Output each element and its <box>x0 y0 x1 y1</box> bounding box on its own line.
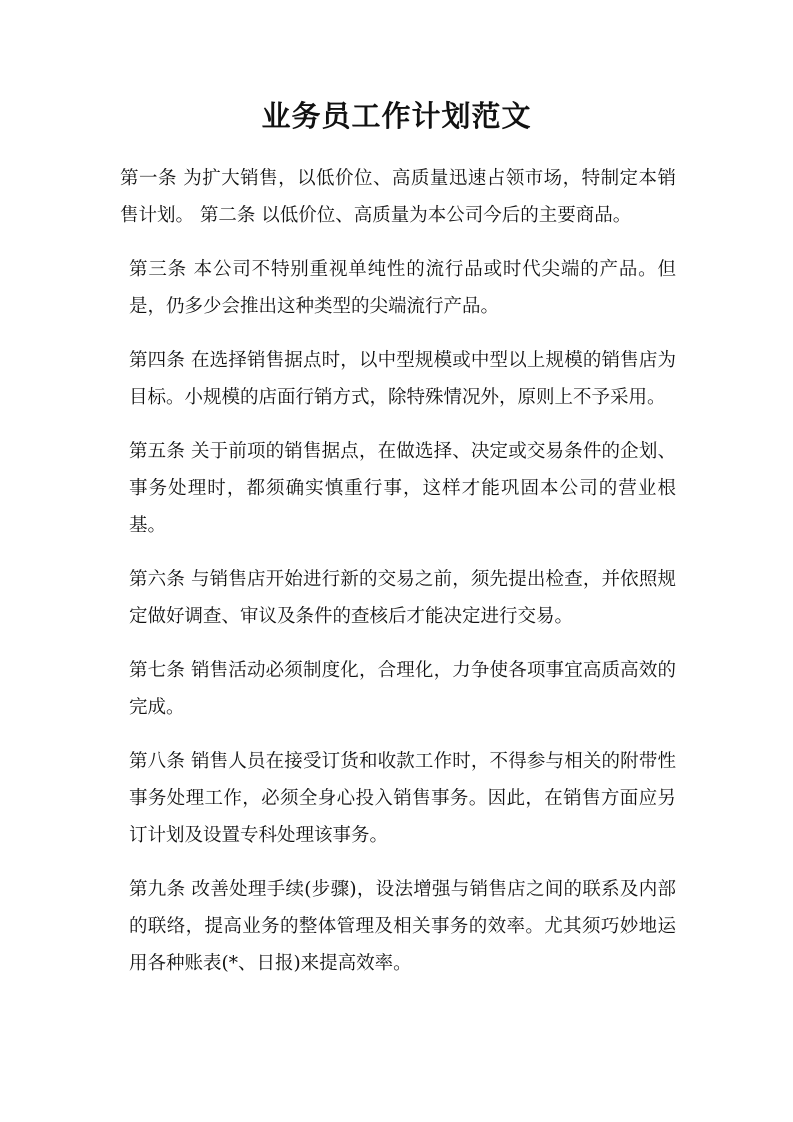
paragraph-article-6: 第六条 与销售店开始进行新的交易之前，须先提出检查，并依照规定做好调查、审议及条件的查核后才能决定进行交易。 <box>129 569 676 627</box>
paragraph-article-8: 第八条 销售人员在接受订货和收款工作时，不得参与相关的附带性事务处理工作，必须全身心投入销售事务。因此，在销售方面应另订计划及设置专科处理该事务。 <box>129 751 676 846</box>
paragraph-article-5: 第五条 关于前项的销售据点，在做选择、决定或交易条件的企划、事务处理时，都须确实慎重行事，这样才能巩固本公司的营业根基。 <box>129 441 676 536</box>
paragraph-article-7: 第七条 销售活动必须制度化，合理化，力争使各项事宜高质高效的完成。 <box>129 660 676 718</box>
paragraph-article-1-2: 第一条 为扩大销售，以低价位、高质量迅速占领市场，特制定本销售计划。 第二条 以低价位、高质量为本公司今后的主要商品。 <box>120 168 676 226</box>
document-body <box>120 160 676 999</box>
paragraph-article-9: 第九条 改善处理手续(步骤)，设法增强与销售店之间的联系及内部的联络，提高业务的整体管理及相关事务的效率。尤其须巧妙地运用各种账表(*、日报)来提高效率。 <box>129 879 676 974</box>
paragraph-article-3: 第三条 本公司不特别重视单纯性的流行品或时代尖端的产品。但是，仍多少会推出这种类型的尖端流行产品。 <box>129 259 676 317</box>
paragraph-article-4: 第四条 在选择销售据点时，以中型规模或中型以上规模的销售店为目标。小规模的店面行销方式，除特殊情况外，原则上不予采用。 <box>129 350 676 408</box>
document-title: 业务员工作计划范文 <box>261 99 532 133</box>
